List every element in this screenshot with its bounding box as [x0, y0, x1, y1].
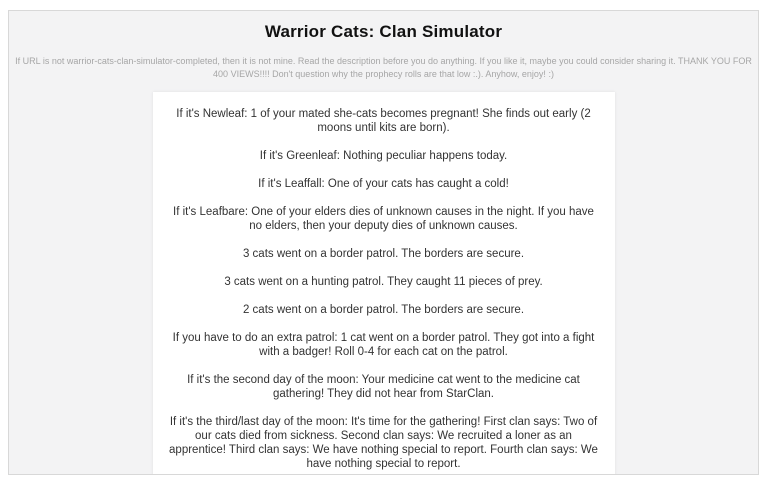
event-paragraph: If you have to do an extra patrol: 1 cat went on a border patrol. They got into a fight with a badger! Roll 0-4 for each cat on the patrol.: [172, 332, 595, 358]
page-title: Warrior Cats: Clan Simulator: [264, 22, 503, 41]
event-paragraph: If it's Leaffall: One of your cats has caught a cold!: [258, 178, 509, 190]
event-paragraph: 3 cats went on a hunting patrol. They caught 11 pieces of prey.: [224, 276, 543, 288]
event-paragraph: If it's the second day of the moon: Your medicine cat went to the medicine cat gathering! They did not hear from StarClan.: [187, 374, 580, 400]
event-paragraph: If it's the third/last day of the moon: It's time for the gathering! First clan says: Two of our cats died from sickness. Second clan says: We recruited a loner as an apprentice! Third clan says: We have nothing special to report. Fourth clan says: We have nothing special to report.: [169, 416, 598, 470]
event-paragraph: 3 cats went on a border patrol. The borders are secure.: [242, 248, 525, 260]
event-paragraph: If it's Newleaf: 1 of your mated she-cats becomes pregnant! She finds out early (2 moons until kits are born).: [176, 108, 591, 134]
output-box: [153, 92, 615, 475]
event-paragraph: 2 cats went on a border patrol. The borders are secure.: [242, 304, 525, 316]
event-paragraph: If it's Greenleaf: Nothing peculiar happens today.: [259, 150, 508, 162]
page-description: If URL is not warrior-cats-clan-simulator-completed, then it is not mine. Read the description before you do anything. If you like it, maybe you could consider sharing it. THANK YOU FOR 400 VIEWS!!!! Don't question why the prophecy rolls are that low :.). Anyhow, enjoy! :): [15, 56, 752, 79]
generator-panel: [8, 10, 759, 475]
event-paragraph: If it's Leafbare: One of your elders dies of unknown causes in the night. If you have no elders, then your deputy dies of unknown causes.: [173, 206, 594, 232]
